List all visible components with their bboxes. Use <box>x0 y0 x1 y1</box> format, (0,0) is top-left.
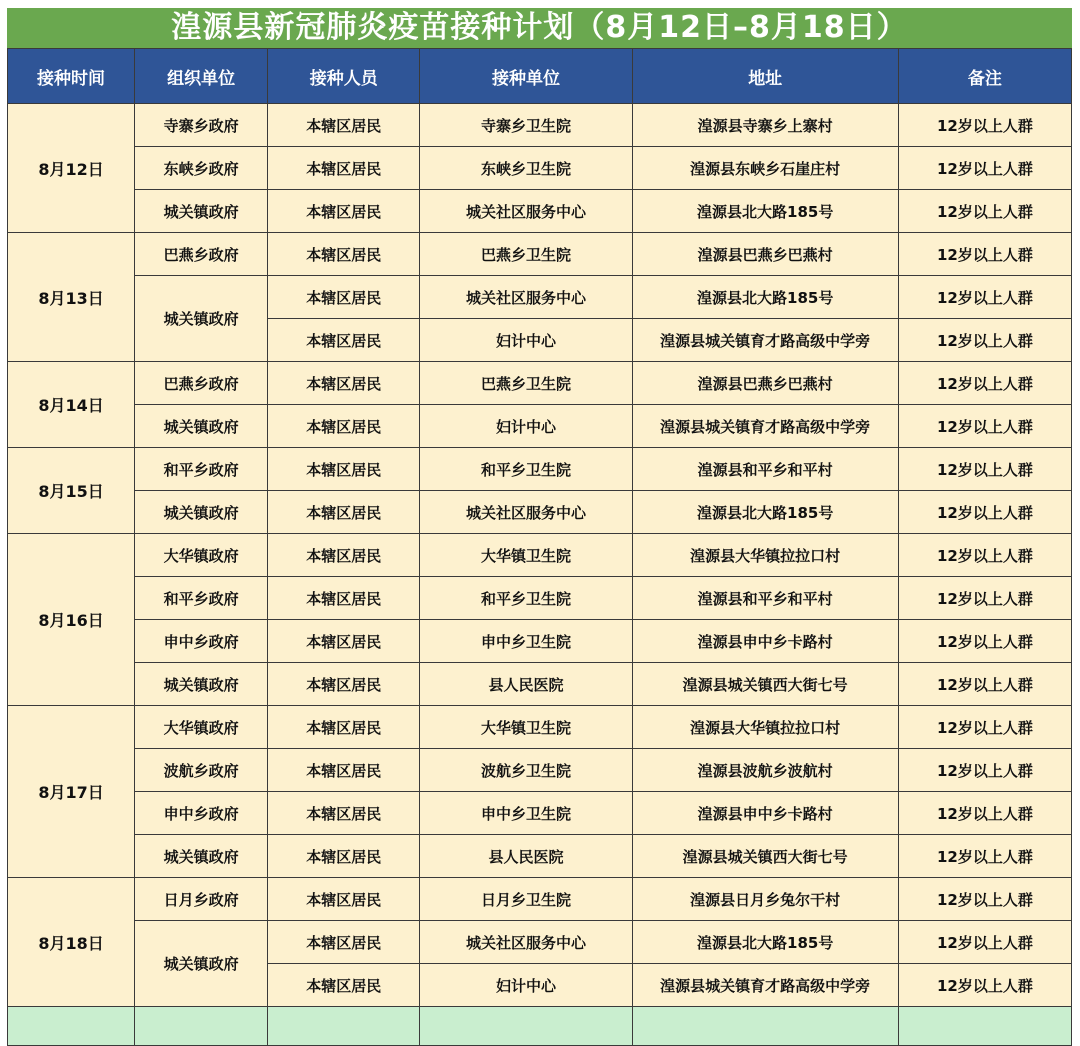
org-cell: 和平乡政府 <box>135 448 268 491</box>
table-row <box>8 190 1072 233</box>
empty-cell <box>898 1007 1071 1046</box>
note-cell: 12岁以上人群 <box>898 233 1071 276</box>
date-cell: 8月12日 <box>8 104 135 233</box>
header-cell: 接种人员 <box>268 49 420 104</box>
org-cell: 巴燕乡政府 <box>135 362 268 405</box>
note-cell: 12岁以上人群 <box>898 964 1071 1007</box>
org-cell: 城关镇政府 <box>135 491 268 534</box>
header-cell: 备注 <box>898 49 1071 104</box>
org-cell: 波航乡政府 <box>135 749 268 792</box>
site-cell: 巴燕乡卫生院 <box>420 233 632 276</box>
people-cell: 本辖区居民 <box>268 104 420 147</box>
org-cell: 大华镇政府 <box>135 706 268 749</box>
site-cell: 县人民医院 <box>420 835 632 878</box>
header-cell: 接种时间 <box>8 49 135 104</box>
address-cell: 湟源县城关镇育才路高级中学旁 <box>632 319 898 362</box>
people-cell: 本辖区居民 <box>268 792 420 835</box>
site-cell: 城关社区服务中心 <box>420 190 632 233</box>
site-cell: 城关社区服务中心 <box>420 491 632 534</box>
site-cell: 申中乡卫生院 <box>420 792 632 835</box>
people-cell: 本辖区居民 <box>268 491 420 534</box>
org-cell: 城关镇政府 <box>135 835 268 878</box>
org-cell: 和平乡政府 <box>135 577 268 620</box>
site-cell: 和平乡卫生院 <box>420 577 632 620</box>
note-cell: 12岁以上人群 <box>898 448 1071 491</box>
site-cell: 妇计中心 <box>420 964 632 1007</box>
table-row <box>8 706 1072 749</box>
address-cell: 湟源县申中乡卡路村 <box>632 792 898 835</box>
site-cell: 和平乡卫生院 <box>420 448 632 491</box>
site-cell: 城关社区服务中心 <box>420 921 632 964</box>
table-row <box>8 276 1072 319</box>
site-cell: 大华镇卫生院 <box>420 706 632 749</box>
address-cell: 湟源县北大路185号 <box>632 921 898 964</box>
date-cell: 8月13日 <box>8 233 135 362</box>
people-cell: 本辖区居民 <box>268 663 420 706</box>
date-cell: 8月17日 <box>8 706 135 878</box>
org-cell: 申中乡政府 <box>135 792 268 835</box>
org-cell: 城关镇政府 <box>135 663 268 706</box>
site-cell: 寺寨乡卫生院 <box>420 104 632 147</box>
org-cell: 城关镇政府 <box>135 405 268 448</box>
address-cell: 湟源县巴燕乡巴燕村 <box>632 233 898 276</box>
address-cell: 湟源县和平乡和平村 <box>632 577 898 620</box>
people-cell: 本辖区居民 <box>268 921 420 964</box>
header-cell: 接种单位 <box>420 49 632 104</box>
site-cell: 妇计中心 <box>420 405 632 448</box>
org-cell: 城关镇政府 <box>135 190 268 233</box>
note-cell: 12岁以上人群 <box>898 577 1071 620</box>
header-cell: 组织单位 <box>135 49 268 104</box>
table-row <box>8 147 1072 190</box>
people-cell: 本辖区居民 <box>268 405 420 448</box>
table-row <box>8 362 1072 405</box>
note-cell: 12岁以上人群 <box>898 921 1071 964</box>
address-cell: 湟源县和平乡和平村 <box>632 448 898 491</box>
date-cell: 8月16日 <box>8 534 135 706</box>
people-cell: 本辖区居民 <box>268 620 420 663</box>
note-cell: 12岁以上人群 <box>898 319 1071 362</box>
date-cell: 8月14日 <box>8 362 135 448</box>
empty-cell <box>632 1007 898 1046</box>
site-cell: 县人民医院 <box>420 663 632 706</box>
table-row <box>8 749 1072 792</box>
table-row <box>8 577 1072 620</box>
note-cell: 12岁以上人群 <box>898 620 1071 663</box>
site-cell: 波航乡卫生院 <box>420 749 632 792</box>
address-cell: 湟源县东峡乡石崖庄村 <box>632 147 898 190</box>
people-cell: 本辖区居民 <box>268 276 420 319</box>
org-cell: 东峡乡政府 <box>135 147 268 190</box>
table-row <box>8 104 1072 147</box>
table-row <box>8 405 1072 448</box>
note-cell: 12岁以上人群 <box>898 190 1071 233</box>
schedule-table <box>7 48 1072 1046</box>
table-row <box>8 534 1072 577</box>
note-cell: 12岁以上人群 <box>898 878 1071 921</box>
note-cell: 12岁以上人群 <box>898 792 1071 835</box>
people-cell: 本辖区居民 <box>268 878 420 921</box>
empty-cell <box>420 1007 632 1046</box>
address-cell: 湟源县北大路185号 <box>632 491 898 534</box>
table-row <box>8 878 1072 921</box>
note-cell: 12岁以上人群 <box>898 749 1071 792</box>
site-cell: 城关社区服务中心 <box>420 276 632 319</box>
note-cell: 12岁以上人群 <box>898 534 1071 577</box>
address-cell: 湟源县北大路185号 <box>632 276 898 319</box>
site-cell: 日月乡卫生院 <box>420 878 632 921</box>
address-cell: 湟源县大华镇拉拉口村 <box>632 706 898 749</box>
people-cell: 本辖区居民 <box>268 835 420 878</box>
site-cell: 申中乡卫生院 <box>420 620 632 663</box>
page-title: 湟源县新冠肺炎疫苗接种计划（8月12日–8月18日） <box>7 8 1072 48</box>
empty-cell <box>268 1007 420 1046</box>
empty-cell <box>8 1007 135 1046</box>
people-cell: 本辖区居民 <box>268 233 420 276</box>
people-cell: 本辖区居民 <box>268 147 420 190</box>
address-cell: 湟源县城关镇西大街七号 <box>632 663 898 706</box>
address-cell: 湟源县巴燕乡巴燕村 <box>632 362 898 405</box>
people-cell: 本辖区居民 <box>268 448 420 491</box>
org-cell: 大华镇政府 <box>135 534 268 577</box>
note-cell: 12岁以上人群 <box>898 147 1071 190</box>
org-cell: 申中乡政府 <box>135 620 268 663</box>
table-row <box>8 792 1072 835</box>
table-row <box>8 620 1072 663</box>
note-cell: 12岁以上人群 <box>898 835 1071 878</box>
table-row <box>8 835 1072 878</box>
table-row <box>8 921 1072 964</box>
site-cell: 巴燕乡卫生院 <box>420 362 632 405</box>
people-cell: 本辖区居民 <box>268 190 420 233</box>
address-cell: 湟源县大华镇拉拉口村 <box>632 534 898 577</box>
table-row <box>8 491 1072 534</box>
address-cell: 湟源县城关镇西大街七号 <box>632 835 898 878</box>
address-cell: 湟源县寺寨乡上寨村 <box>632 104 898 147</box>
table-footer-row <box>8 1007 1072 1046</box>
address-cell: 湟源县城关镇育才路高级中学旁 <box>632 405 898 448</box>
people-cell: 本辖区居民 <box>268 964 420 1007</box>
people-cell: 本辖区居民 <box>268 749 420 792</box>
table-row <box>8 233 1072 276</box>
note-cell: 12岁以上人群 <box>898 362 1071 405</box>
table-row <box>8 448 1072 491</box>
org-cell: 城关镇政府 <box>135 921 268 1007</box>
header-cell: 地址 <box>632 49 898 104</box>
schedule-document <box>7 8 1072 1046</box>
site-cell: 大华镇卫生院 <box>420 534 632 577</box>
site-cell: 东峡乡卫生院 <box>420 147 632 190</box>
address-cell: 湟源县波航乡波航村 <box>632 749 898 792</box>
note-cell: 12岁以上人群 <box>898 663 1071 706</box>
people-cell: 本辖区居民 <box>268 319 420 362</box>
note-cell: 12岁以上人群 <box>898 491 1071 534</box>
people-cell: 本辖区居民 <box>268 706 420 749</box>
org-cell: 巴燕乡政府 <box>135 233 268 276</box>
table-header-row <box>8 49 1072 104</box>
note-cell: 12岁以上人群 <box>898 706 1071 749</box>
org-cell: 寺寨乡政府 <box>135 104 268 147</box>
site-cell: 妇计中心 <box>420 319 632 362</box>
address-cell: 湟源县北大路185号 <box>632 190 898 233</box>
note-cell: 12岁以上人群 <box>898 405 1071 448</box>
address-cell: 湟源县日月乡兔尔干村 <box>632 878 898 921</box>
org-cell: 城关镇政府 <box>135 276 268 362</box>
note-cell: 12岁以上人群 <box>898 104 1071 147</box>
note-cell: 12岁以上人群 <box>898 276 1071 319</box>
org-cell: 日月乡政府 <box>135 878 268 921</box>
date-cell: 8月15日 <box>8 448 135 534</box>
people-cell: 本辖区居民 <box>268 362 420 405</box>
people-cell: 本辖区居民 <box>268 534 420 577</box>
people-cell: 本辖区居民 <box>268 577 420 620</box>
table-row <box>8 663 1072 706</box>
address-cell: 湟源县城关镇育才路高级中学旁 <box>632 964 898 1007</box>
address-cell: 湟源县申中乡卡路村 <box>632 620 898 663</box>
empty-cell <box>135 1007 268 1046</box>
date-cell: 8月18日 <box>8 878 135 1007</box>
